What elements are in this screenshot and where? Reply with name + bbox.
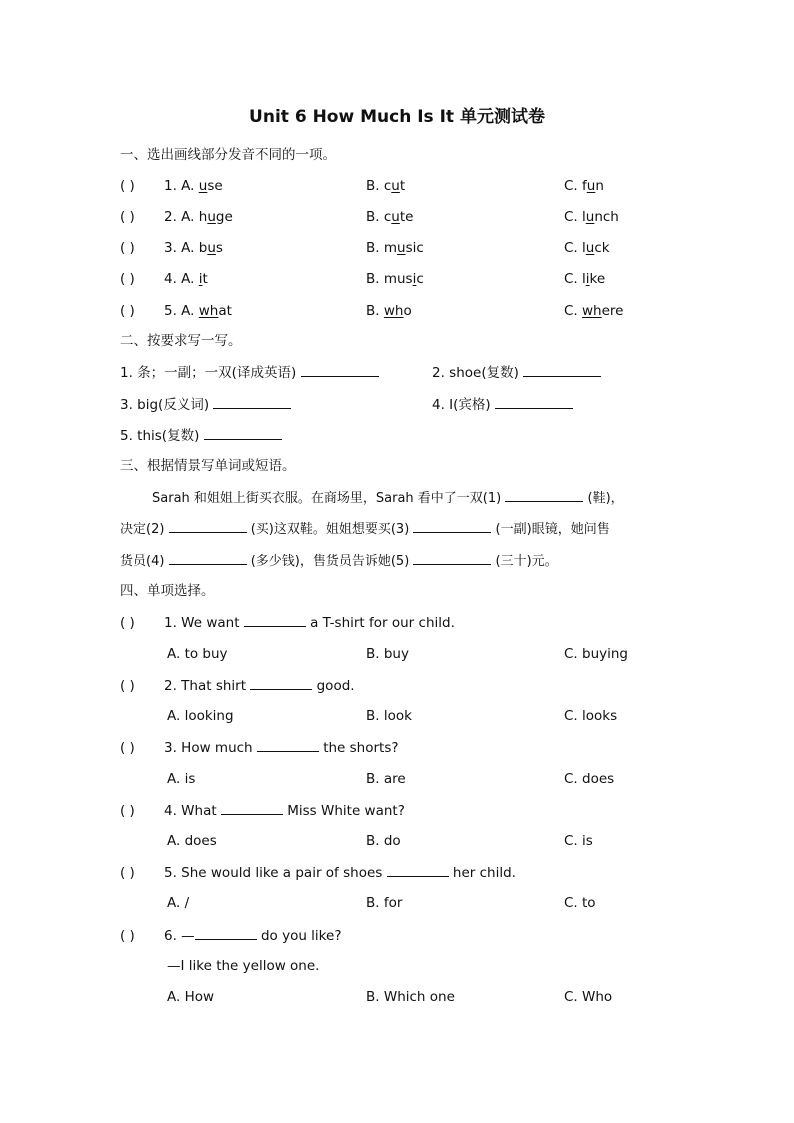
- answer-paren[interactable]: ( ): [120, 803, 135, 819]
- s4-options-1: [120, 644, 680, 664]
- s3-line-1: Sarah 和姐姐上街买衣服。在商场里，Sarah 看中了一双(1) (鞋)，: [152, 487, 624, 509]
- answer-paren[interactable]: ( ): [120, 303, 135, 319]
- answer-paren[interactable]: ( ): [120, 928, 135, 944]
- option-a[interactable]: A. does: [167, 833, 217, 849]
- answer-blank[interactable]: [257, 737, 319, 752]
- answer-paren[interactable]: ( ): [120, 209, 135, 225]
- s1-question-1: ( ) 1. A. use B. cut C. fun: [120, 178, 604, 194]
- s4-question-1: ( ) 1. We want a T-shirt for our child.: [120, 612, 680, 632]
- answer-blank[interactable]: [195, 925, 257, 940]
- s4-question-2: ( ) 2. That shirt good.: [120, 675, 680, 695]
- option-b[interactable]: B. look: [366, 708, 412, 724]
- s2-question-2: 2. shoe(复数): [432, 365, 519, 381]
- option-c: C. luck: [564, 240, 610, 256]
- answer-paren[interactable]: ( ): [120, 865, 135, 881]
- answer-paren[interactable]: ( ): [120, 740, 135, 756]
- section4-heading: 四、单项选择。: [120, 583, 215, 599]
- answer-blank[interactable]: [523, 362, 601, 377]
- option-c: C. lunch: [564, 209, 619, 225]
- option-a[interactable]: A. /: [167, 895, 190, 911]
- option-b: B. who: [366, 303, 412, 319]
- option-b[interactable]: B. for: [366, 895, 403, 911]
- s2-question-4: 4. I(宾格): [432, 397, 491, 413]
- s4-options-4: [120, 831, 680, 851]
- answer-blank[interactable]: [204, 425, 282, 440]
- s2-row-2: [120, 394, 680, 414]
- section3-heading: 三、根据情景写单词或短语。: [120, 458, 296, 474]
- s2-row-3: [120, 425, 680, 445]
- option-c[interactable]: C. is: [564, 833, 593, 849]
- option-c: C. like: [564, 271, 606, 287]
- option-b[interactable]: B. do: [366, 833, 401, 849]
- s4-question-3: ( ) 3. How much the shorts?: [120, 737, 680, 757]
- option-b: B. music: [366, 271, 424, 287]
- option-c: C. fun: [564, 178, 604, 194]
- answer-blank[interactable]: [505, 487, 583, 502]
- s3-line-2: 决定(2) (买)这双鞋。姐姐想要买(3) (一副)眼镜，她问售: [120, 518, 610, 540]
- answer-blank[interactable]: [301, 362, 379, 377]
- option-b: B. music: [366, 240, 424, 256]
- answer-paren[interactable]: ( ): [120, 678, 135, 694]
- answer-paren[interactable]: ( ): [120, 271, 135, 287]
- s4-options-2: [120, 706, 680, 726]
- option-a[interactable]: A. How: [167, 989, 215, 1005]
- option-a[interactable]: A. looking: [167, 708, 234, 724]
- option-a[interactable]: A. is: [167, 771, 196, 787]
- answer-paren[interactable]: ( ): [120, 615, 135, 631]
- s4-options-6: [120, 987, 680, 1007]
- s1-question-5: ( ) 5. A. what B. who C. where: [120, 303, 624, 319]
- s2-question-5: 5. this(复数): [120, 428, 200, 444]
- option-c[interactable]: C. to: [564, 895, 596, 911]
- s4-question-5: ( ) 5. She would like a pair of shoes her child.: [120, 862, 680, 882]
- option-b[interactable]: B. Which one: [366, 989, 455, 1005]
- answer-blank[interactable]: [221, 800, 283, 815]
- s1-question-2: ( ) 2. A. huge B. cute C. lunch: [120, 209, 619, 225]
- option-b[interactable]: B. are: [366, 771, 406, 787]
- option-b: B. cut: [366, 178, 406, 194]
- option-c: C. where: [564, 303, 624, 319]
- answer-paren[interactable]: ( ): [120, 178, 135, 194]
- option-c[interactable]: C. looks: [564, 708, 618, 724]
- s2-question-3: 3. big(反义词): [120, 397, 210, 413]
- s4-options-3: [120, 769, 680, 789]
- s4-question-6: ( ) 6. — do you like?: [120, 925, 680, 945]
- option-c[interactable]: C. does: [564, 771, 615, 787]
- answer-blank[interactable]: [169, 550, 247, 565]
- option-b[interactable]: B. buy: [366, 646, 409, 662]
- section1-heading: 一、选出画线部分发音不同的一项。: [120, 147, 336, 163]
- answer-blank[interactable]: [495, 394, 573, 409]
- page-title: Unit 6 How Much Is It 单元测试卷: [249, 107, 545, 127]
- option-b: B. cute: [366, 209, 414, 225]
- answer-paren[interactable]: ( ): [120, 240, 135, 256]
- answer-blank[interactable]: [169, 518, 247, 533]
- answer-blank[interactable]: [250, 675, 312, 690]
- answer-blank[interactable]: [413, 550, 491, 565]
- answer-blank[interactable]: [244, 612, 306, 627]
- answer-blank[interactable]: [413, 518, 491, 533]
- answer-blank[interactable]: [213, 394, 291, 409]
- option-c[interactable]: C. Who: [564, 989, 613, 1005]
- option-a[interactable]: A. to buy: [167, 646, 228, 662]
- s1-question-4: ( ) 4. A. it B. music C. like: [120, 271, 606, 287]
- s3-line-3: 货员(4) (多少钱)，售货员告诉她(5) (三十)元。: [120, 550, 558, 572]
- s4-question-4: ( ) 4. What Miss White want?: [120, 800, 680, 820]
- dialogue-reply: —I like the yellow one.: [167, 958, 320, 974]
- s1-question-3: ( ) 3. A. bus B. music C. luck: [120, 240, 610, 256]
- s2-question-1: 1. 条；一副；一双(译成英语): [120, 365, 297, 381]
- s4-options-5: [120, 893, 680, 913]
- section2-heading: 二、按要求写一写。: [120, 333, 242, 349]
- s4-reply-6: [120, 956, 680, 976]
- s2-row-1: [120, 362, 680, 382]
- option-c[interactable]: C. buying: [564, 646, 628, 662]
- answer-blank[interactable]: [387, 862, 449, 877]
